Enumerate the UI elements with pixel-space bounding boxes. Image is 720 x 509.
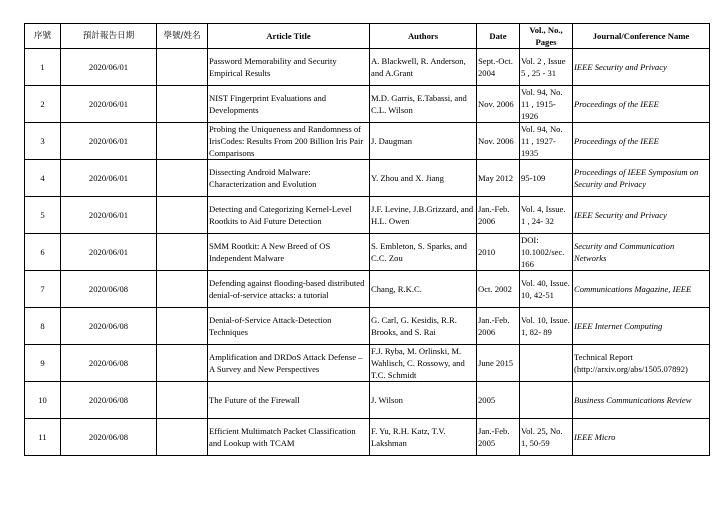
- cell-date-reported: 2020/06/08: [61, 382, 157, 419]
- cell-student: [157, 197, 208, 234]
- cell-no: 10: [25, 382, 61, 419]
- cell-date-reported: 2020/06/08: [61, 308, 157, 345]
- cell-vol: Vol. 2 , Issue 5 , 25 - 31: [520, 49, 573, 86]
- cell-date-reported: 2020/06/01: [61, 123, 157, 160]
- cell-date: May 2012: [477, 160, 520, 197]
- cell-authors: S. Embleton, S. Sparks, and C.C. Zou: [370, 234, 477, 271]
- cell-date: 2010: [477, 234, 520, 271]
- cell-date: Jan.-Feb. 2005: [477, 419, 520, 456]
- table-row: [25, 197, 710, 234]
- table-row: [25, 271, 710, 308]
- cell-title: NIST Fingerprint Evaluations and Developments: [208, 86, 370, 123]
- cell-vol: 95-109: [520, 160, 573, 197]
- cell-student: [157, 345, 208, 382]
- cell-date-reported: 2020/06/08: [61, 345, 157, 382]
- cell-date-reported: 2020/06/01: [61, 86, 157, 123]
- cell-student: [157, 49, 208, 86]
- cell-no: 4: [25, 160, 61, 197]
- cell-date-reported: 2020/06/01: [61, 49, 157, 86]
- table-row: [25, 123, 710, 160]
- cell-journal: IEEE Security and Privacy: [573, 197, 710, 234]
- cell-date: Sept.-Oct. 2004: [477, 49, 520, 86]
- cell-date: Jan.-Feb. 2006: [477, 308, 520, 345]
- cell-date-reported: 2020/06/08: [61, 271, 157, 308]
- cell-student: [157, 123, 208, 160]
- header-title: Article Title: [208, 24, 370, 49]
- cell-date-reported: 2020/06/01: [61, 197, 157, 234]
- cell-journal: Proceedings of the IEEE: [573, 123, 710, 160]
- cell-no: 6: [25, 234, 61, 271]
- cell-title: Dissecting Android Malware: Characterization and Evolution: [208, 160, 370, 197]
- cell-student: [157, 308, 208, 345]
- cell-journal: IEEE Micro: [573, 419, 710, 456]
- cell-journal: IEEE Security and Privacy: [573, 49, 710, 86]
- cell-student: [157, 160, 208, 197]
- cell-vol: Vol. 40, Issue. 10, 42-51: [520, 271, 573, 308]
- table-row: [25, 160, 710, 197]
- cell-student: [157, 382, 208, 419]
- cell-vol: Vol. 10, Issue. 1, 82- 89: [520, 308, 573, 345]
- cell-no: 2: [25, 86, 61, 123]
- cell-no: 9: [25, 345, 61, 382]
- cell-authors: J.F. Levine, J.B.Grizzard, and H.L. Owen: [370, 197, 477, 234]
- cell-journal: Technical Report (http://arxiv.org/abs/1505.07892): [573, 345, 710, 382]
- cell-date: Nov. 2006: [477, 86, 520, 123]
- cell-journal: Communications Magazine, IEEE: [573, 271, 710, 308]
- cell-no: 7: [25, 271, 61, 308]
- cell-student: [157, 234, 208, 271]
- header-row: [25, 24, 710, 49]
- cell-authors: Y. Zhou and X. Jiang: [370, 160, 477, 197]
- cell-title: Probing the Uniqueness and Randomness of IrisCodes: Results From 200 Billion Iris Pair Comparisons: [208, 123, 370, 160]
- header-authors: Authors: [370, 24, 477, 49]
- cell-no: 8: [25, 308, 61, 345]
- cell-date-reported: 2020/06/01: [61, 160, 157, 197]
- cell-authors: A. Blackwell, R. Anderson, and A.Grant: [370, 49, 477, 86]
- cell-date: Oct. 2002: [477, 271, 520, 308]
- cell-title: The Future of the Firewall: [208, 382, 370, 419]
- cell-date: Nov. 2006: [477, 123, 520, 160]
- cell-vol: Vol. 25, No. 1, 50-59: [520, 419, 573, 456]
- cell-title: Detecting and Categorizing Kernel-Level Rootkits to Aid Future Detection: [208, 197, 370, 234]
- cell-title: Efficient Multimatch Packet Classification and Lookup with TCAM: [208, 419, 370, 456]
- header-journal: Journal/Conference Name: [573, 24, 710, 49]
- cell-journal: Business Communications Review: [573, 382, 710, 419]
- cell-journal: IEEE Internet Computing: [573, 308, 710, 345]
- cell-authors: M.D. Garris, E.Tabassi, and C.L. Wilson: [370, 86, 477, 123]
- header-no: 序號: [25, 24, 61, 49]
- table-row: [25, 345, 710, 382]
- header-date-reported: 預計報告日期: [61, 24, 157, 49]
- cell-student: [157, 419, 208, 456]
- cell-vol: [520, 345, 573, 382]
- reading-list-table: [24, 23, 710, 456]
- table-row: [25, 234, 710, 271]
- cell-authors: J. Wilson: [370, 382, 477, 419]
- cell-date: Jan.-Feb. 2006: [477, 197, 520, 234]
- cell-authors: F.J. Ryba, M. Orlinski, M. Wahlisch, C. Rossowy, and T.C. Schmidt: [370, 345, 477, 382]
- cell-date-reported: 2020/06/01: [61, 234, 157, 271]
- table-row: [25, 86, 710, 123]
- cell-title: Password Memorability and Security Empirical Results: [208, 49, 370, 86]
- cell-authors: J. Daugman: [370, 123, 477, 160]
- cell-authors: G. Carl, G. Kesidis, R.R. Brooks, and S. Rai: [370, 308, 477, 345]
- cell-journal: Security and Communication Networks: [573, 234, 710, 271]
- header-vol: Vol., No., Pages: [520, 24, 573, 49]
- header-date: Date: [477, 24, 520, 49]
- header-student: 學號/姓名: [157, 24, 208, 49]
- cell-student: [157, 86, 208, 123]
- cell-authors: F. Yu, R.H. Katz, T.V. Lakshman: [370, 419, 477, 456]
- cell-title: Defending against flooding-based distributed denial-of-service attacks: a tutorial: [208, 271, 370, 308]
- cell-no: 5: [25, 197, 61, 234]
- table-row: [25, 419, 710, 456]
- cell-no: 3: [25, 123, 61, 160]
- cell-vol: Vol. 4, Issue. 1 , 24- 32: [520, 197, 573, 234]
- table-body: [25, 49, 710, 456]
- cell-title: Amplification and DRDoS Attack Defense – A Survey and New Perspectives: [208, 345, 370, 382]
- cell-student: [157, 271, 208, 308]
- cell-title: SMM Rootkit: A New Breed of OS Independent Malware: [208, 234, 370, 271]
- cell-no: 11: [25, 419, 61, 456]
- cell-date: 2005: [477, 382, 520, 419]
- table-row: [25, 382, 710, 419]
- cell-vol: Vol. 94, No. 11 , 1927- 1935: [520, 123, 573, 160]
- table-row: [25, 308, 710, 345]
- cell-vol: DOI: 10.1002/sec. 166: [520, 234, 573, 271]
- table-row: [25, 49, 710, 86]
- cell-authors: Chang, R.K.C.: [370, 271, 477, 308]
- cell-title: Denial-of-Service Attack-Detection Techniques: [208, 308, 370, 345]
- cell-no: 1: [25, 49, 61, 86]
- cell-vol: [520, 382, 573, 419]
- cell-date-reported: 2020/06/08: [61, 419, 157, 456]
- cell-journal: Proceedings of the IEEE: [573, 86, 710, 123]
- cell-vol: Vol. 94, No. 11 , 1915- 1926: [520, 86, 573, 123]
- cell-journal: Proceedings of IEEE Symposium on Security and Privacy: [573, 160, 710, 197]
- cell-date: June 2015: [477, 345, 520, 382]
